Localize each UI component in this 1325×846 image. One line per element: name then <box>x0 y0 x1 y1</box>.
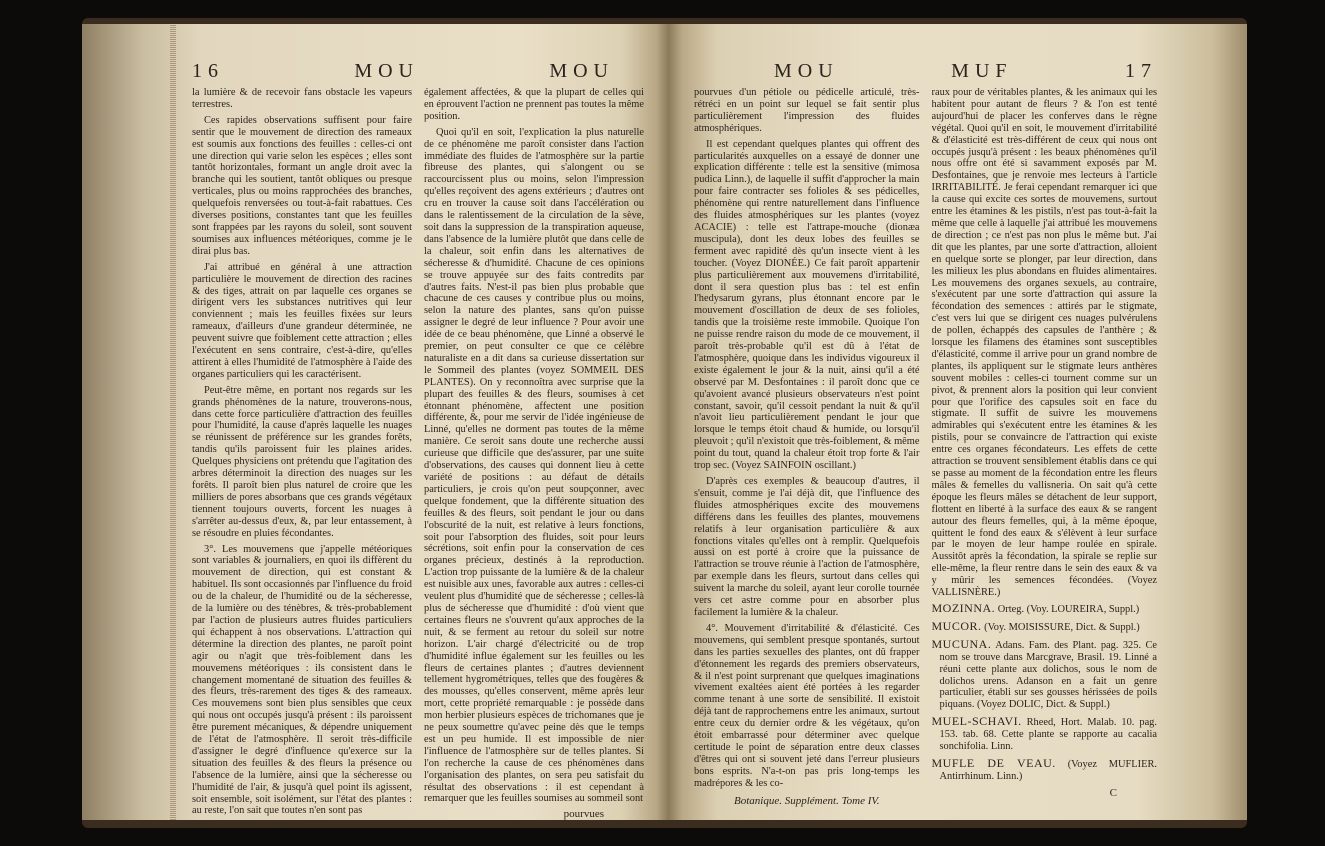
entry-term: MUFLE DE VEAU. <box>931 755 1056 770</box>
right-column-2 <box>932 87 1158 820</box>
entry-text: (Voyez MUFLIER. Antirrhinum. Linn.) <box>939 758 1157 782</box>
left-running-head <box>192 60 644 83</box>
paragraph: Ces rapides observations suffisent pour faire sentir que le mouvement de direction des rameaux est soumis aux fonctions des feuilles : celles-ci ont une direction qui varie selon les espèces ; elles sont tantôt horizontales, formant un angle droit avec la branche qui les soutient, tantôt obliques ou presque verticales, plus ou moins rapprochées des branches, quelquefois renversées ou tout-à-fait rabattues. Ces diverses positions, constantes tant que les feuilles sont frappées par les rayons du soleil, sont souvent soumises aux influences météoriques, comme je le dirai plus bas. <box>192 114 412 257</box>
entry-text: Orteg. (Voy. LOUREIRA, Suppl.) <box>997 603 1140 615</box>
paragraph: J'ai attribué en général à une attraction particulière le mouvement de direction des racines & des tiges, attrait on par laquelle ces organes se dirigent vers les substances nutritives qui leur conviennent ; mais les feuilles fixées sur leurs rameaux, d'ailleurs d'une grandeur déterminée, ne peuvent suivre que foiblement cette attraction ; elles l'exécutent en sens contraire, c'est-à-dire, qu'elles attirent à elles l'humidité de l'atmosphère à l'aide des organes particuliers qui les caractérisent. <box>192 261 412 380</box>
signature-mark: C <box>1109 786 1117 799</box>
paragraph: Il est cependant quelques plantes qui offrent des particularités auxquelles on a essayé de donner une explication différente : telle est la sensitive (mimosa pudica Linn.), de laquelle il suffit d'approcher la main pour faire contracter ses folioles & ses pédicelles, phénomène qui rentre naturellement dans l'influence des fluides atmosphériques sur les plantes (voyez ACACIE) : telle est l'attrape-mouche (dionæa muscipula), dont les deux lobes des feuilles se ferment avec rapidité dès qu'un insecte vient à les toucher. (Voyez DIONÉE.) Ce fait paroît appartenir plus particulièrement aux mouvemens d'irritabilité, dont il sera question plus bas : tel est enfin l'hedysarum gyrans, plus étonnant encore par le mouvement d'oscillation de deux de ses folioles, tandis que la troisième reste immobile. Quoique l'on ne puisse rendre raison du mode de ce mouvement, il paroît très-probable qu'il est dû à l'état de l'atmosphère, quoique dans les individus vigoureux il existe également le jour & la nuit, ainsi qu'il a été observé par M. Desfontaines : il paroît donc que ce qu'avoient avancé plusieurs observateurs n'est point constant, savoir, qu'il cessoit pendant la nuit & qu'il n'avoit lieu particulièrement pendant le jour que lorsque le temps étoit chaud & humide, ou lorsqu'il pleuvoit ; qu'il n'existoit que très-foiblement, & même point du tout, quand la chaleur étoit trop forte & l'air trop sec. (Voyez SAINFOIN oscillant.) <box>694 138 920 472</box>
paragraph: pourvues d'un pétiole ou pédicelle articulé, très-rétréci en un point sur lequel se fait sentir plus particulièrement l'impression des fluides atmosphériques. <box>694 87 920 134</box>
entry-text: (Voy. MOISISSURE, Dict. & Suppl.) <box>984 621 1140 633</box>
paragraph: 4°. Mouvement d'irritabilité & d'élasticité. Ces mouvemens, qui semblent presque spontanés, surtout dans les parties sexuelles des plantes, ont dû frapper d'étonnement les regards des premiers observateurs, & il n'est point surprenant que quelques imaginations vivement exaltées aient été portées à les regarder comme tenant à une sorte de sensibilité. Il existoit déjà tant de rapprochemens entre les animaux, surtout entre ceux du dernier ordre & les végétaux, qu'on étoit embarrassé pour déterminer avec quelque certitude le point de séparation entre deux classes d'êtres qui ont si souvent jeté dans l'erreur plusieurs bons esprits. N'a-t-on pas pris long-temps les madrépores & les co- <box>694 622 920 789</box>
right-head-word-2: MUF <box>951 60 1013 82</box>
paragraph: D'après ces exemples & beaucoup d'autres, il s'ensuit, comme je l'ai déjà dit, que l'influence des fluides atmosphériques excite des mouvemens différens dans les feuilles des plantes, mouvemens relatifs à leur organisation particulière & aux fonctions vitales qu'elles ont à remplir. Quelquefois aussi on est porté à croire que la puissance de l'attraction se trouve réunie à l'action de l'atmosphère, par exemple dans les fleurs, surtout dans celles qui suivent la marche du soleil, ayant leur corolle tournée vers cet astre comme pour en absorber plus facilement la lumière & la chaleur. <box>694 476 920 618</box>
page-edges <box>170 24 176 820</box>
entry-term: MUCUNA. <box>931 636 992 651</box>
entry-term: MUEL-SCHAVI. <box>931 714 1022 729</box>
paragraph: Peut-être même, en portant nos regards sur les grands phénomènes de la nature, trouverons-nous, dans cette force particulière d'attraction des feuilles pour l'humidité, la cause d'après laquelle les nuages se réunissent de préférence sur les grandes forêts, tandis qu'ils paroissent fuir les plaines arides. Quelques physiciens ont prétendu que l'agitation des arbres déterminoit la direction des nuages sur les forêts. Il paroît bien plus naturel de croire que les milliers de pores absorbans que ces grands végétaux tiennent toujours ouverts, forcent les nuages à s'arrêter au-dessus d'eux, &, par leur entassement, à se résoudre en pluies fécondantes. <box>192 384 412 539</box>
left-head-word-1: MOU <box>354 60 419 82</box>
left-column-1 <box>192 87 412 820</box>
dictionary-entry <box>932 716 1158 753</box>
right-head-word-1: MOU <box>774 60 839 82</box>
page-footer: Botanique. Supplément. Tome IV. <box>734 794 880 807</box>
entry-text: Adans. Fam. des Plant. pag. 325. Ce nom se trouve dans Marcgrave, Brasil. 19. Linné a réuni cette plante aux dolichos, sous le nom de dolichos urens. Adanson en a fait un genre particulier, établi sur ses gousses hérissées de poils piquans. (Voyez DOLIC, Dict. & Suppl.) <box>939 639 1157 711</box>
right-page-number: 17 <box>1125 60 1157 82</box>
dictionary-entry <box>931 618 1158 634</box>
left-page <box>82 24 668 820</box>
right-column-1 <box>694 87 920 820</box>
entry-term: MUCOR. <box>931 618 982 633</box>
entry-text: Rheed, Hort. Malab. 10. pag. 153. tab. 68. Cette plante se rapporte au cacalia sonchifolia. Linn. <box>939 717 1157 753</box>
right-running-head <box>694 60 1157 83</box>
catchword: pourvues <box>563 808 604 820</box>
paragraph: également affectées, & que la plupart de celles qui en éprouvent l'action ne prennent pas toutes la même position. <box>424 87 644 122</box>
paragraph: raux pour de véritables plantes, & les animaux qui les habitent pour autant de fleurs ? & l'on est tenté aujourd'hui de placer les conferves dans le règne végétal. Quoi qu'il en soit, le mouvement d'irritabilité & d'élasticité est très-différent de ceux qui nous ont occupés jusqu'à présent : les beaux phénomènes qu'il nous offre ont été si savamment exposés par M. Desfontaines, que je renvoie mes lecteurs à l'article IRRITABILITÉ. Je ferai cependant remarquer ici que la cause qui excite ces sortes de mouvemens, surtout entre les étamines & les pistils, n'est pas tout-à-fait la même que celle à laquelle j'ai attribué les mouvemens de direction ; ce n'est pas non plus le même but. J'ai dit que les plantes, par une sorte d'attraction, alloient en quelque sorte se plonger, par leur direction, dans les milieux les plus abondans en fluides alimentaires. Les mouvemens des organes sexuels, au contraire, s'exécutent par une sorte d'attraction qui assure la fécondation des semences : attirés par le stigmate, c'est vers lui que se dirigent ces nuages pulvérulens de pollen, échappés des capsules de l'anthère ; & lorsque les filamens des étamines sont susceptibles d'élasticité, comme il arrive pour un grand nombre de plantes, ils appliquent sur le stigmate leurs anthères souvent mobiles : celles-ci tournent comme sur un pivot, & prennent alors la position qui leur convient pour que l'orifice des capsules soit en face du stigmate. Il suffit de suivre les mouvemens admirables qui s'exécutent entre les étamines & les pistils, pour se convaincre de l'attraction qui existe entre ces organes fécondateurs. Les effets de cette attraction se trouvent sensiblement établis dans ce qui se passe au moment de la fécondation entre les fleurs mâles & femelles du vallisneria. On sait qu'à cette époque les fleurs mâles se détachent de leur support, flottent en liberté à la surface des eaux & se rangent autour des fleurs femelles, qui, à la même époque, quittent le fond des eaux & s'élèvent à leur surface par le moyen de leur hampe roulée en spirale. Aussitôt après la fécondation, la spirale se replie sur elle-même, la fleur rentre dans le sein des eaux & va y mûrir les semences fécondées. (Voyez VALLISNÈRE.) <box>931 87 1157 599</box>
dictionary-entry <box>931 755 1158 783</box>
paragraph: 3°. Les mouvemens que j'appelle météoriques sont variables & journaliers, en quoi ils diffèrent du mouvement de direction, qui est constant & habituel. Ils sont occasionnés par l'influence du froid ou de la chaleur, de l'humidité ou de la sécheresse, de la lumière ou des ténèbres, & très-probablement par l'action de plusieurs autres fluides particuliers qui échappent à nos observations. L'attraction qui détermine la direction des plantes, ne paroît point agir ou n'agit que très-foiblement dans les mouvemens météoriques : ils consistent dans le changement momentané de situation des feuilles & des fleurs, très-rarement des tiges & des rameaux. Ces mouvemens sont bien plus sensibles que ceux qui nous ont occupés jusqu'à présent : ils paroissent être purement mécaniques, & dépendre uniquement de l'état de l'atmosphère. Il seroit très-difficile d'assigner le degré d'influence qu'exerce sur la situation des feuilles & des fleurs la présence ou l'absence de la lumière, ainsi que la sécheresse ou l'humidité de l'air, & jusqu'à quel point ils agissent, soit ensemble, soit isolément, sur l'état des plantes : au reste, l'on sait que toutes n'en sont pas <box>192 543 412 817</box>
right-page <box>668 24 1247 820</box>
paragraph: la lumière & de recevoir fans obstacle les vapeurs terrestres. <box>192 87 412 110</box>
entry-term: MOZINNA. <box>931 600 996 615</box>
paragraph: Quoi qu'il en soit, l'explication la plus naturelle de ce phénomène me paroît consister dans l'action immédiate des fluides de l'atmosphère sur la partie fibreuse des plantes, qui s'alongent ou se raccourcissent plus ou moins, selon l'impression qu'elles reçoivent des agens extérieurs ; d'autres ont cru en trouver la cause soit dans l'accélération ou dans le ralentissement de la circulation de la sève, soit dans la suppression de la transpiration aqueuse, dans l'absence de la lumière plutôt que dans celle de la chaleur, soit enfin dans les alternatives de sécheresse & d'humidité. Chacune de ces opinions se trouve appuyée sur des faits contredits par d'autres faits. N'est-il pas bien plus probable que chacune de ces causes y contribue plus ou moins, selon la nature des plantes, sans qu'on puisse assigner le degré de leur influence ? Pour avoir une idée de ce beau phénomène, que Linné a observé le premier, on peut consulter ce que ce célèbre naturaliste en a dit dans sa curieuse dissertation sur le Sommeil des plantes (voyez SOMMEIL DES PLANTES). On y reconnoîtra avec surprise que la plupart des feuilles & des fleurs, soumises à cet étonnant phénomène, affectent une position différente, &, pour me servir de l'idée ingénieuse de Linné, qu'elles ne dorment pas toutes de la même manière. Ce seroit sans doute une recherche aussi curieuse que difficile que des'assurer, par une suite d'observations, des causes qui donnent lieu à cette variété de positions : au défaut de détails particuliers, je crois qu'on peut soupçonner, avec quelque fondement, que la différente situation des feuilles & des fleurs, soit pendant le jour ou dans l'obscurité de la nuit, est relative à leurs fonctions, soit pour l'absorption des fluides, soit pour leurs sécrétions, soit enfin pour la conservation de ces organes précieux, destinés à la reproduction. L'action trop puissante de la lumière & de la chaleur est nuisible aux unes, favorable aux autres : celles-ci veulent plus d'humidité que de sécheresse ; celles-là plus de sécheresse que d'humidité : d'où vient que certaines fleurs ne s'ouvrent qu'aux approches de la nuit, & se ferment au retour du soleil sur notre horizon. L'air chargé d'électricité ou de trop d'humidité influe également sur les feuilles ou les fleurs de certaines plantes ; d'autres deviennent tellement hygrométriques, telles que des fougères & des mousses, qu'elles conservent, même après leur mort, cette propriété remarquable : je possède dans mon herbier plusieurs espèces de trichomanes que je ne peux soumettre qu'avec peine dès que le temps est un peu humide. Il est impossible de nier l'influence de l'atmosphère sur de telles plantes. Si l'on recherche la cause de ces phénomènes dans l'organisation des plantes, on sera peu satisfait du résultat des observations : il est cependant à remarquer que les feuilles soumises au sommeil sont <box>424 126 644 805</box>
dictionary-entry <box>931 600 1158 616</box>
left-head-word-2: MOU <box>549 60 614 82</box>
left-column-2 <box>424 87 644 820</box>
left-page-number: 16 <box>192 60 224 82</box>
open-book <box>82 18 1247 828</box>
dictionary-entry <box>931 636 1158 711</box>
